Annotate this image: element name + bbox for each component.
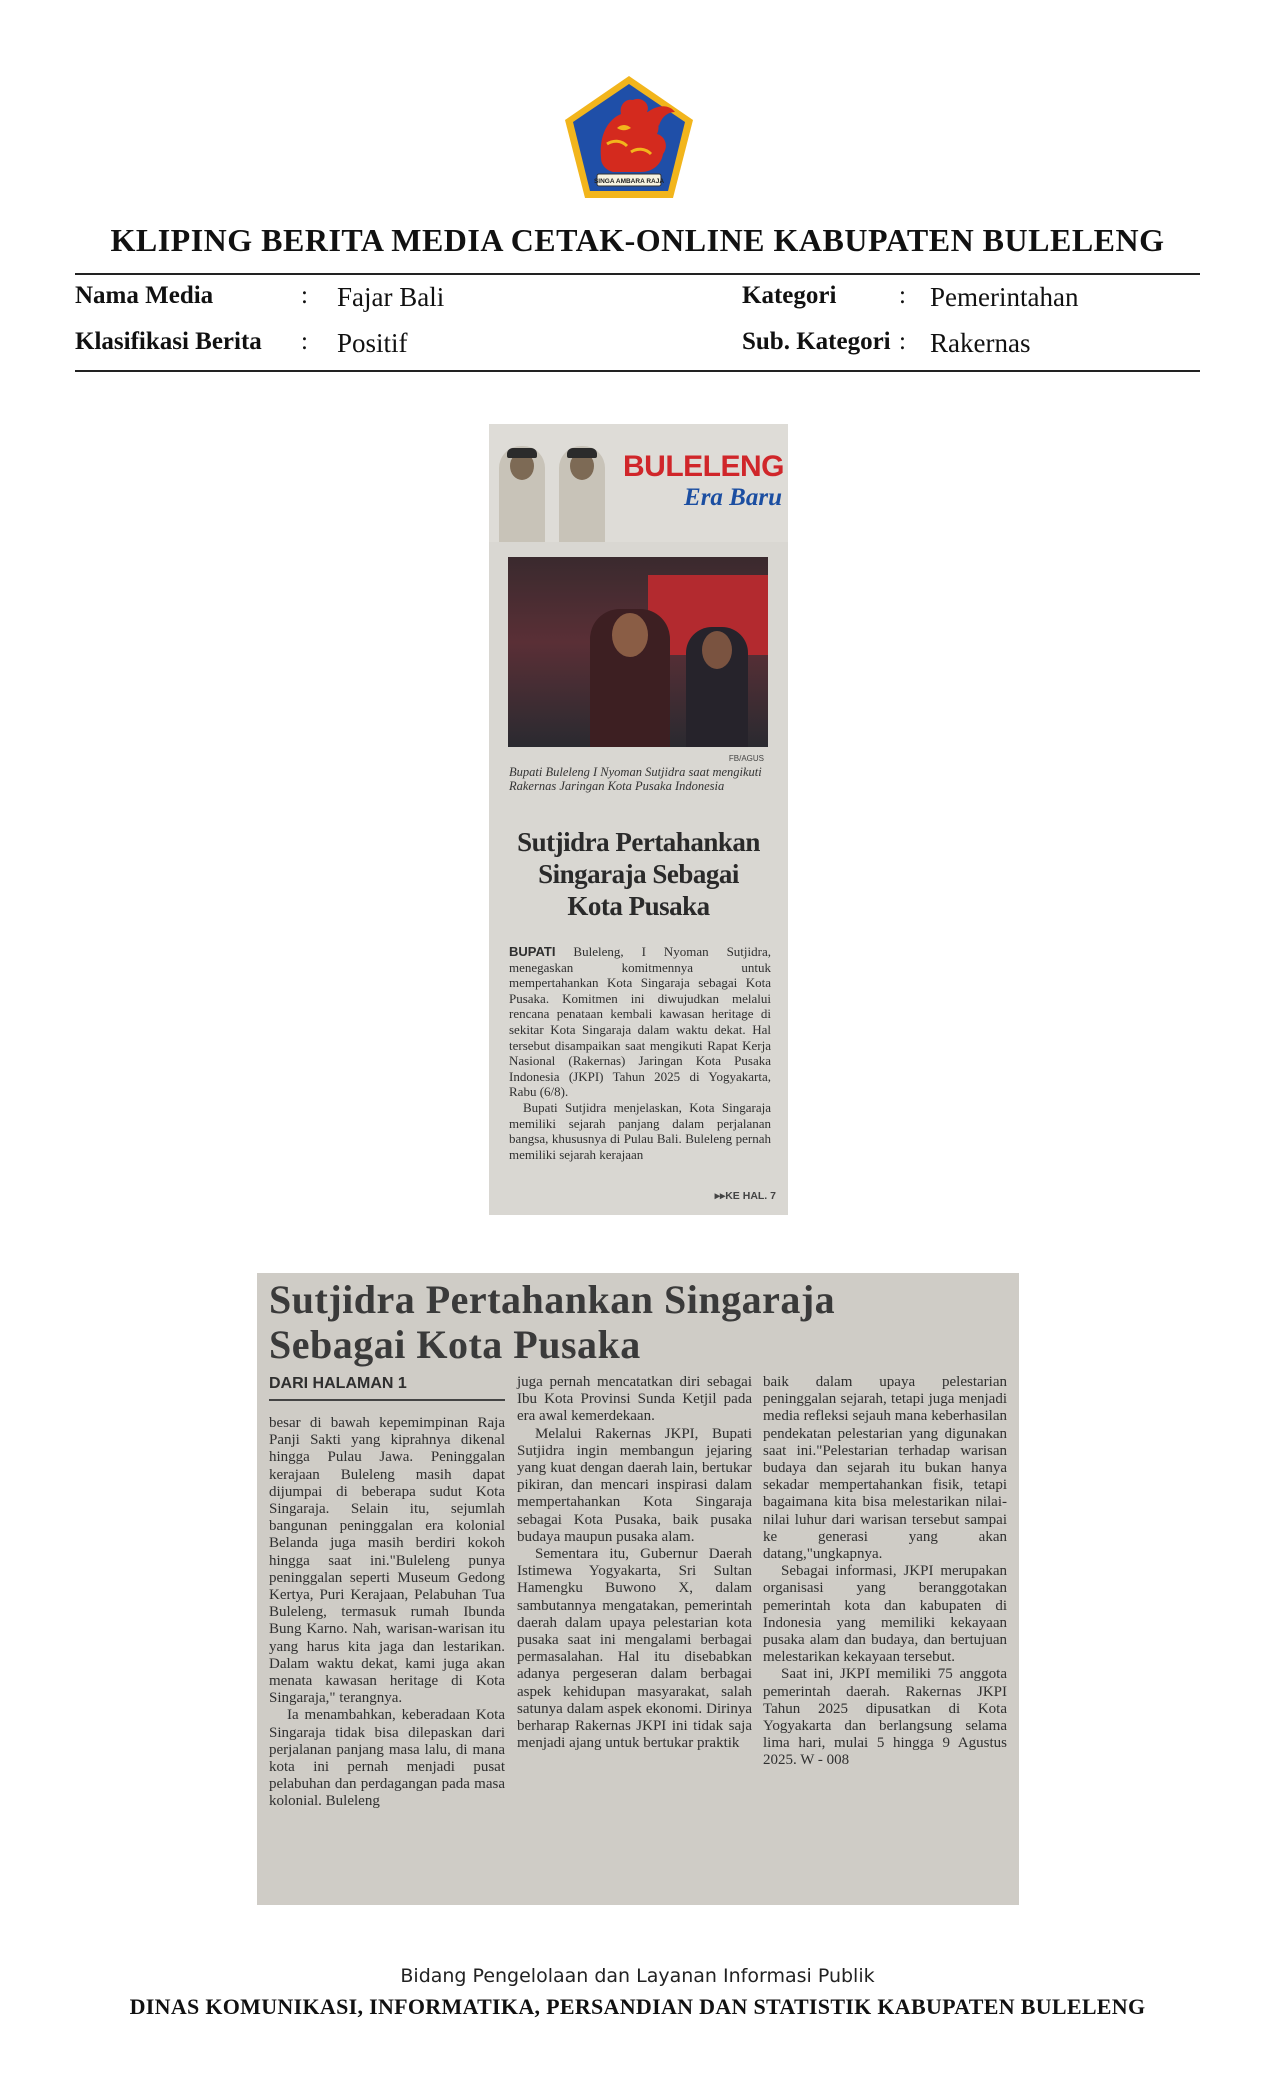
colon: : xyxy=(899,282,906,309)
article-headline xyxy=(489,826,788,922)
kabupaten-buleleng-logo xyxy=(561,74,697,202)
article-paragraph: BUPATI Buleleng, I Nyoman Sutjidra, menegaskan komitmennya untuk mempertahankan Kota Singaraja sebagai Kota Pusaka. Komitmen ini diwujudkan melalui rencana penataan kembali kawasan heritage di sekitar Kota Singaraja dalam waktu dekat. Hal tersebut disampaikan saat mengikuti Rapat Kerja Nasional (Rakernas) Jaringan Kota Pusaka Indonesia (JKPI) Tahun 2025 di Yogyakarta, Rabu (6/8). xyxy=(509,944,771,1100)
headline-line: Sutjidra Pertahankan Singaraja xyxy=(269,1277,836,1322)
photo-credit: FB/AGUS xyxy=(728,754,764,763)
article-column-3 xyxy=(763,1374,1007,1770)
news-photo xyxy=(508,557,768,747)
colon: : xyxy=(301,282,308,309)
article-column-1 xyxy=(269,1415,505,1811)
label-klasifikasi-berita: Klasifikasi Berita xyxy=(75,328,262,355)
article-paragraph: juga pernah mencatatkan diri sebagai Ibu Kota Provinsi Sunda Ketjil pada era awal kemerdekaan. xyxy=(517,1374,752,1425)
header-divider-bottom xyxy=(75,370,1200,372)
article-paragraph: Sementara itu, Gubernur Daerah Istimewa Yogyakarta, Sri Sultan Hamengku Buwono X, dalam sambutannya mengatakan, pemerintah daerah dalam upaya pelestarian kota pusaka saat ini mengalami berbagai permasalahan. Hal itu disebabkan adanya pergeseran dalam berbagai aspek kehidupan masyarakat, salah satunya dalam aspek ekonomi. Dirinya berharap Rakernas JKPI ini tidak saja menjadi ajang untuk bertukar praktik xyxy=(517,1546,752,1752)
article-column-2 xyxy=(517,1374,752,1752)
from-page-label: DARI HALAMAN 1 xyxy=(269,1375,407,1392)
official-portrait xyxy=(499,446,545,542)
section-brand-title: BULELENG xyxy=(623,450,784,483)
value-nama-media: Fajar Bali xyxy=(337,282,445,312)
official-portrait xyxy=(559,446,605,542)
footer-agency: DINAS KOMUNIKASI, INFORMATIKA, PERSANDIAN DAN STATISTIK KABUPATEN BULELENG xyxy=(129,1994,1146,2019)
colon: : xyxy=(899,328,906,355)
section-brand-subtitle: Era Baru xyxy=(684,484,782,511)
article-paragraph: Sebagai informasi, JKPI merupakan organisasi yang beranggotakan pemerintah kota dan kabupaten di Indonesia yang memiliki kekayaan pusaka alam dan budaya, dan bertujuan melestarikan kekayaan tersebut. xyxy=(763,1563,1007,1666)
headline-line: Sutjidra Pertahankan xyxy=(517,827,760,857)
label-nama-media: Nama Media xyxy=(75,282,214,309)
article-paragraph: Melalui Rakernas JKPI, Bupati Sutjidra ingin membangun jejaring yang kuat dengan daerah lain, bertukar pikiran, dan mencari inspirasi dalam mempertahankan Kota Singaraja sebagai Kota Pusaka, baik pusaka budaya maupun pusaka alam. xyxy=(517,1425,752,1545)
svg-text:SINGA AMBARA RAJA: SINGA AMBARA RAJA xyxy=(593,178,665,185)
colon: : xyxy=(301,328,308,355)
article-paragraph: baik dalam upaya pelestarian peninggalan sejarah, tetapi juga menjadi media refleksi sejauh mana keberhasilan pendekatan pelestarian yang digunakan saat ini."Pelestarian terhadap warisan budaya dan sejarah itu bukan hanya sekadar mempertahankan fisik, tetapi bagaimana kita bisa melestarikan nilai-nilai luhur dari warisan tersebut sampai ke generasi yang akan datang,"ungkapnya. xyxy=(763,1374,1007,1563)
news-clipping-front-page xyxy=(489,424,788,1215)
value-klasifikasi-berita: Positif xyxy=(337,328,408,358)
label-sub-kategori: Sub. Kategori xyxy=(742,328,891,355)
article-paragraph: besar di bawah kepemimpinan Raja Panji Sakti yang kiprahnya dikenal hingga Pulau Jawa. Peninggalan kerajaan Buleleng masih dapat dijumpai di beberapa sudut Kota Singaraja. Selain itu, sejumlah bangunan peninggalan era kolonial Belanda juga masih berdiri kokoh hingga saat ini."Buleleng punya peninggalan seperti Museum Gedong Kertya, Puri Kerajaan, Pelabuhan Tua Buleleng, termasuk rumah Ibunda Bung Karno. Nah, warisan-warisan itu yang harus kita jaga dan lestarikan. Dalam waktu dekat, kami juga akan menata kawasan heritage di Kota Singaraja," terangnya. xyxy=(269,1415,505,1707)
article-body xyxy=(509,944,771,1162)
headline-line: Singaraja Sebagai xyxy=(538,859,739,889)
continuation-headline xyxy=(269,1277,835,1367)
headline-line: Kota Pusaka xyxy=(567,891,710,921)
continued-on-page-7: ▸▸KE HAL. 7 xyxy=(714,1190,776,1202)
lion-crest-icon xyxy=(561,74,697,202)
value-kategori: Pemerintahan xyxy=(930,282,1079,312)
article-paragraph: Ia menambahkan, keberadaan Kota Singaraja tidak bisa dilepaskan dari perjalanan panjang masa lalu, di mana kota ini pernah menjadi pusat pelabuhan dan perdagangan pada masa kolonial. Buleleng xyxy=(269,1707,505,1810)
document-title: KLIPING BERITA MEDIA CETAK-ONLINE KABUPATEN BULELENG xyxy=(110,222,1165,258)
article-paragraph: Bupati Sutjidra menjelaskan, Kota Singaraja memiliki sejarah panjang dalam perjalanan bangsa, khususnya di Pulau Bali. Buleleng pernah memiliki sejarah kerajaan xyxy=(509,1099,771,1162)
lead-word: BUPATI xyxy=(509,944,556,959)
footer-division: Bidang Pengelolaan dan Layanan Informasi Publik xyxy=(400,1965,875,1987)
value-sub-kategori: Rakernas xyxy=(930,328,1031,358)
article-paragraph: Saat ini, JKPI memiliki 75 anggota pemerintah daerah. Rakernas JKPI Tahun 2025 dipusatkan di Kota Yogyakarta dan berlangsung selama lima hari, mulai 5 hingga 9 Agustus 2025. W - 008 xyxy=(763,1666,1007,1769)
section-banner xyxy=(489,424,788,542)
photo-caption: Bupati Buleleng I Nyoman Sutjidra saat mengikuti Rakernas Jaringan Kota Pusaka Indonesia xyxy=(509,765,762,793)
column-divider xyxy=(269,1399,505,1401)
news-clipping-continuation xyxy=(257,1273,1019,1905)
label-kategori: Kategori xyxy=(742,282,837,309)
header-divider-top xyxy=(75,273,1200,275)
headline-line: Sebagai Kota Pusaka xyxy=(269,1322,641,1367)
